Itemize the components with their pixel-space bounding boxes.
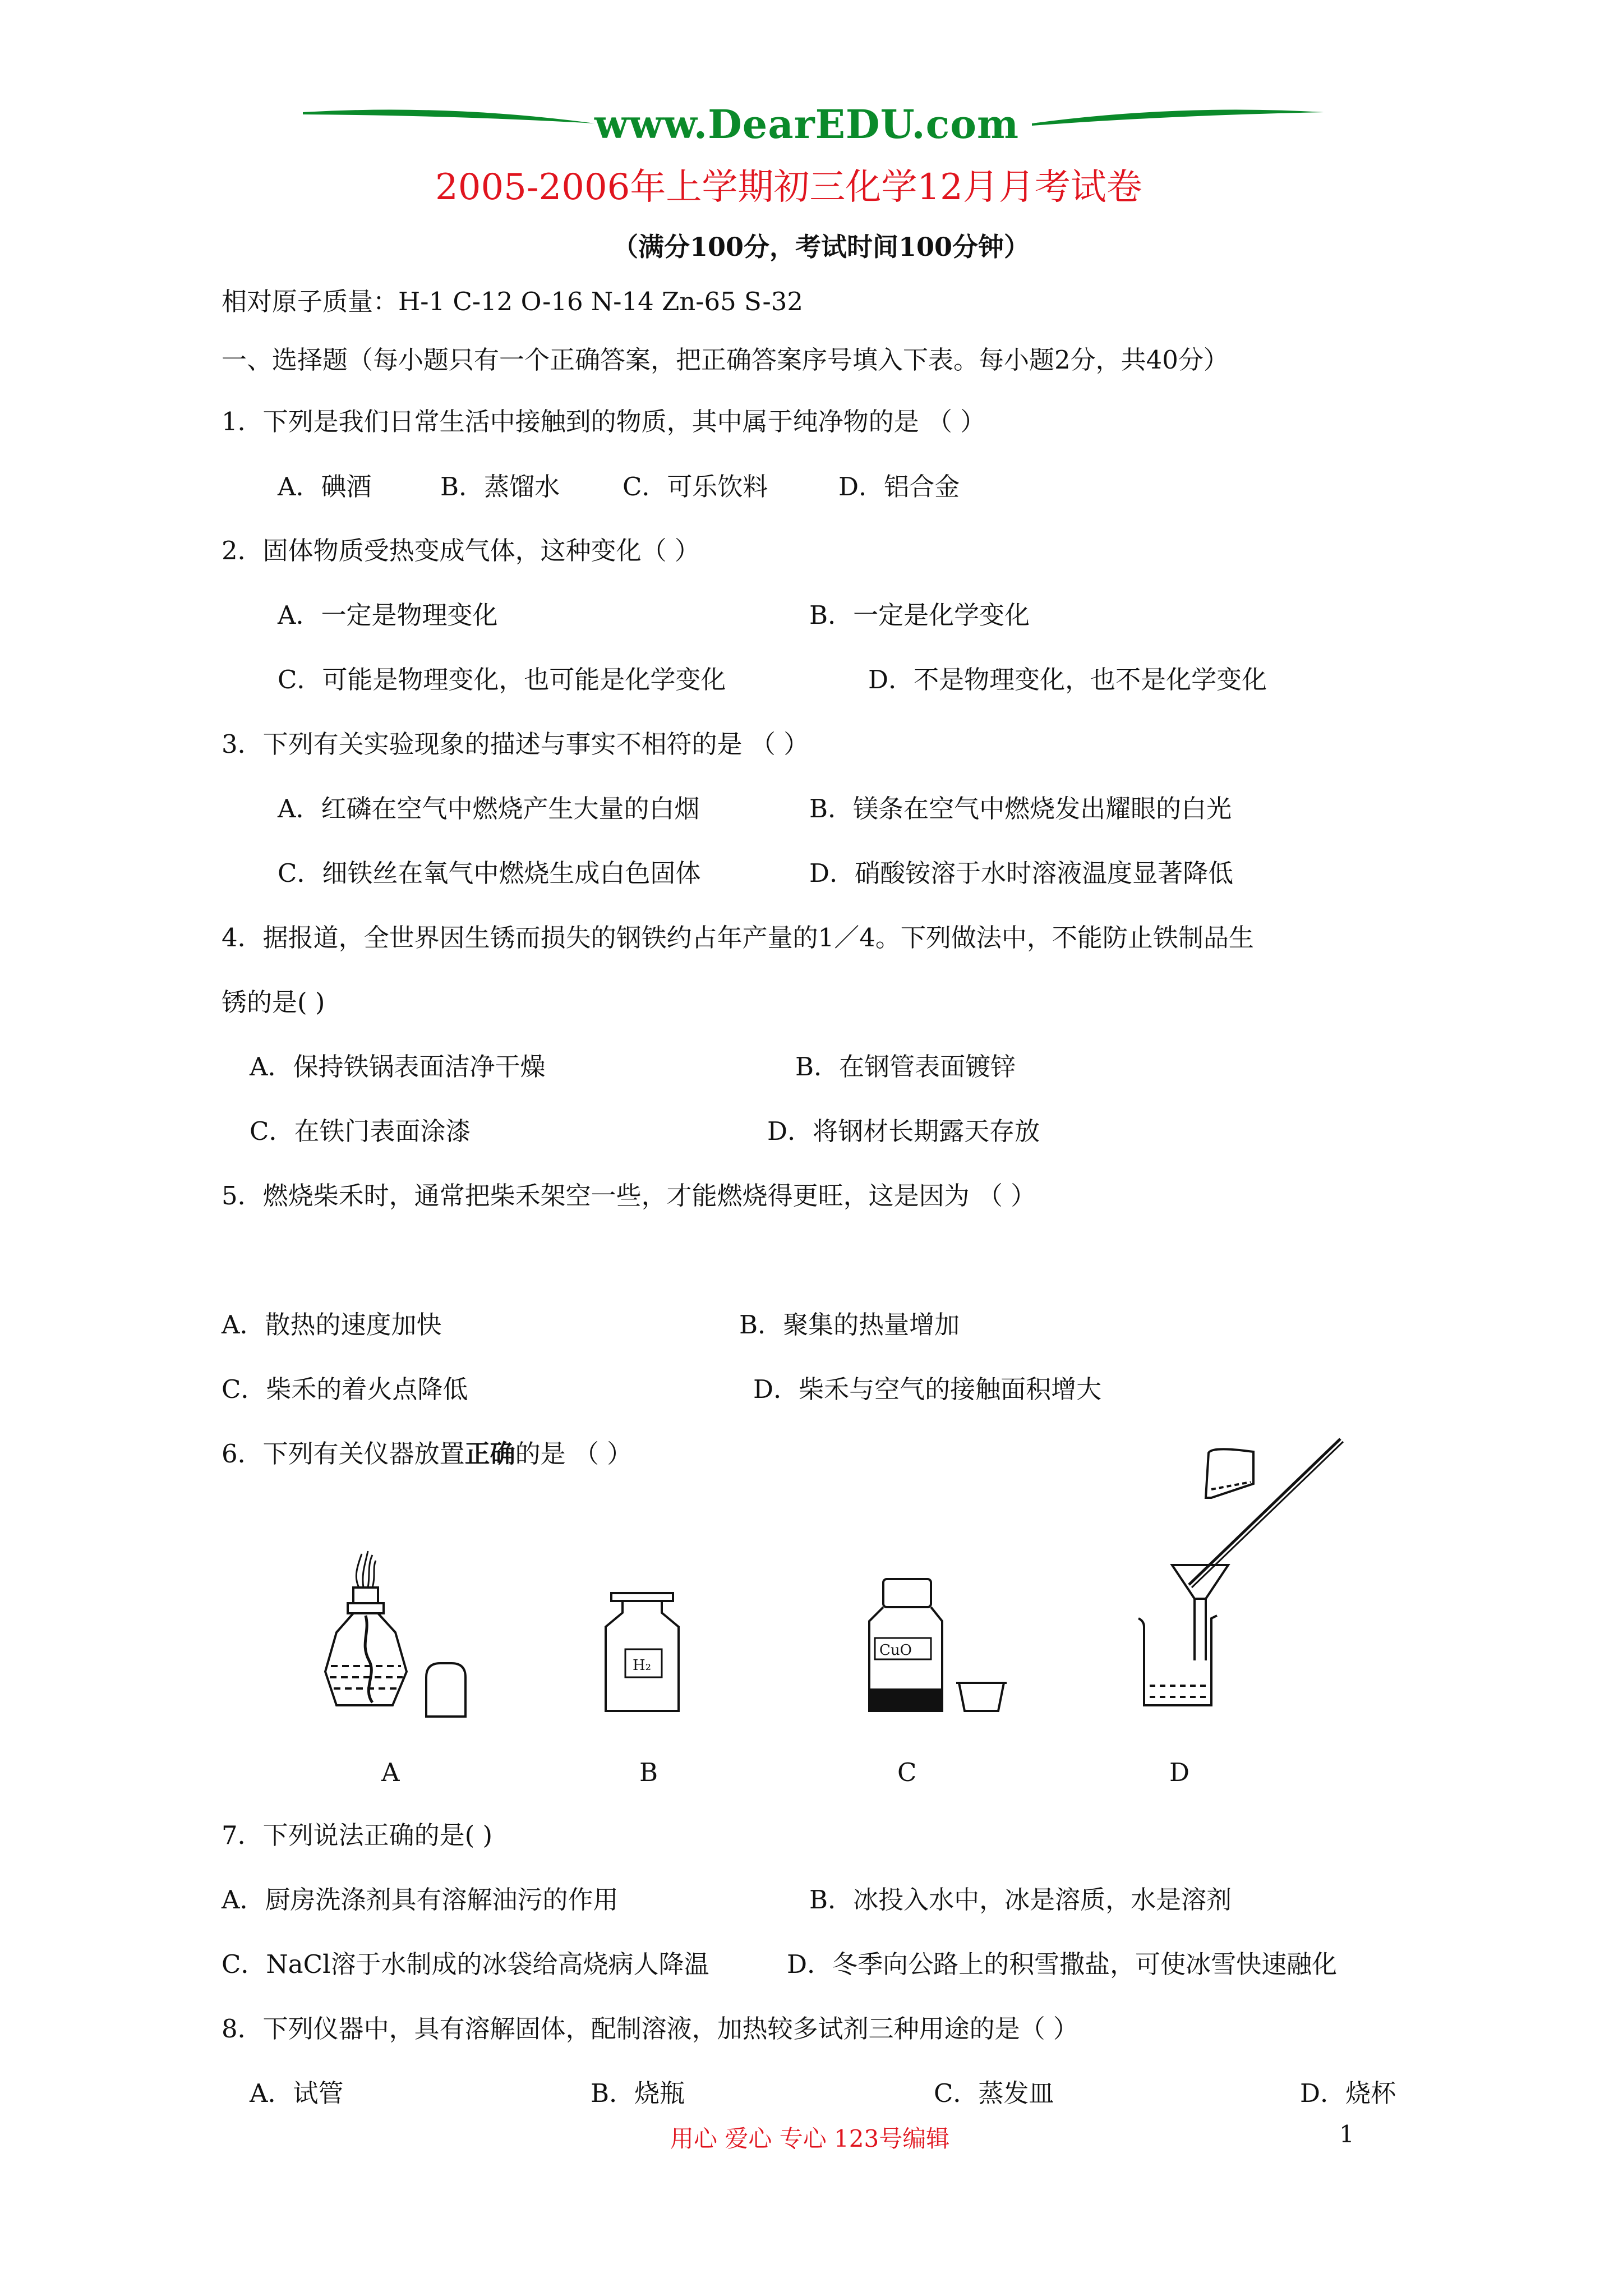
question-5-option-b: B．聚集的热量增加 (739, 1310, 960, 1340)
question-4-option-b: B．在钢管表面镀锌 (795, 1052, 1016, 1082)
question-5-stem: 5．燃烧柴禾时，通常把柴禾架空一些，才能燃烧得更旺，这是因为 （ ） (222, 1181, 1036, 1211)
question-8-option-d: D．烧杯 (1300, 2078, 1396, 2108)
question-2-option-d: D．不是物理变化，也不是化学变化 (868, 665, 1267, 694)
question-4-stem-line-1: 4．据报道，全世界因生锈而损失的钢铁约占年产量的1／4。下列做法中，不能防止铁制品生 (222, 923, 1254, 953)
banner-right-swoosh (1032, 101, 1324, 140)
question-6-stem-emphasis: 正确 (464, 1439, 515, 1469)
question-7-option-d: D．冬季向公路上的积雪撒盐，可使冰雪快速融化 (787, 1949, 1338, 1979)
question-2-option-b: B．一定是化学变化 (809, 600, 1030, 630)
figure-label-d: D (1169, 1757, 1190, 1787)
question-8-stem: 8．下列仪器中，具有溶解固体，配制溶液，加热较多试剂三种用途的是（ ） (222, 2014, 1078, 2044)
question-5-option-a: A．散热的速度加快 (222, 1310, 442, 1340)
question-2-option-c: C．可能是物理变化，也可能是化学变化 (278, 665, 726, 694)
question-3-stem: 3．下列有关实验现象的描述与事实不相符的是 （ ） (222, 729, 809, 759)
question-3-option-a: A．红磷在空气中燃烧产生大量的白烟 (278, 794, 700, 823)
question-5-option-d: D．柴禾与空气的接触面积增大 (753, 1374, 1102, 1404)
question-8-option-a: A．试管 (250, 2078, 344, 2108)
filtration-figure (1127, 1436, 1352, 1717)
page-subtitle: （满分100分，考试时间100分钟） (612, 232, 1030, 262)
reagent-bottle-label: CuO (879, 1642, 912, 1659)
question-7-option-c: C．NaCl溶于水制成的冰袋给高烧病人降温 (222, 1949, 709, 1979)
gas-bottle-label: H₂ (633, 1657, 652, 1674)
banner-left-swoosh (303, 101, 594, 140)
question-4-option-c: C．在铁门表面涂漆 (250, 1116, 471, 1146)
question-1-option-a: A．碘酒 (278, 472, 372, 501)
section-heading: 一、选择题（每小题只有一个正确答案，把正确答案序号填入下表。每小题2分，共40分） (222, 345, 1229, 375)
question-1-option-d: D．铝合金 (838, 472, 960, 501)
question-6-stem-start: 6．下列有关仪器放置 (222, 1439, 465, 1469)
question-1-option-c: C．可乐饮料 (623, 472, 768, 501)
question-3-option-d: D．硝酸铵溶于水时溶液温度显著降低 (809, 858, 1234, 888)
question-2-stem: 2．固体物质受热变成气体，这种变化（ ） (222, 536, 700, 565)
alcohol-lamp-figure (314, 1548, 482, 1722)
question-8-option-c: C．蒸发皿 (934, 2078, 1054, 2108)
question-4-stem-line-2: 锈的是( ) (222, 987, 325, 1017)
question-4-option-d: D．将钢材长期露天存放 (767, 1116, 1040, 1146)
atomic-masses: 相对原子质量：H-1 C-12 O-16 N-14 Zn-65 S-32 (222, 287, 803, 316)
page-title: 2005-2006年上学期初三化学12月月考试卷 (435, 167, 1142, 208)
gas-bottle-figure (600, 1590, 684, 1714)
question-1-option-b: B．蒸馏水 (440, 472, 560, 501)
question-8-option-b: B．烧瓶 (591, 2078, 685, 2108)
figure-label-a: A (381, 1757, 400, 1787)
question-4-option-a: A．保持铁锅表面洁净干燥 (250, 1052, 546, 1082)
question-7-option-b: B．冰投入水中，冰是溶质，水是溶剂 (809, 1885, 1232, 1915)
question-6-stem-end: 的是 （ ） (515, 1439, 633, 1469)
page-number: 1 (1339, 2120, 1354, 2148)
question-6-stem (222, 1437, 632, 1471)
figure-label-c: C (897, 1757, 917, 1787)
question-1-stem: 1．下列是我们日常生活中接触到的物质，其中属于纯净物的是 （ ） (222, 407, 986, 436)
question-3-option-b: B．镁条在空气中燃烧发出耀眼的白光 (809, 794, 1232, 823)
figure-label-b: B (639, 1757, 658, 1787)
reagent-bottle-figure (864, 1576, 1009, 1717)
question-5-option-c: C．柴禾的着火点降低 (222, 1374, 468, 1404)
website-name: www.DearEDU.com (594, 101, 1020, 148)
question-2-option-a: A．一定是物理变化 (278, 600, 498, 630)
question-7-option-a: A．厨房洗涤剂具有溶解油污的作用 (222, 1885, 619, 1915)
question-7-stem: 7．下列说法正确的是( ) (222, 1820, 493, 1850)
footer-editor-note: 用心 爱心 专心 123号编辑 (670, 2125, 950, 2152)
question-3-option-c: C．细铁丝在氧气中燃烧生成白色固体 (278, 858, 701, 888)
